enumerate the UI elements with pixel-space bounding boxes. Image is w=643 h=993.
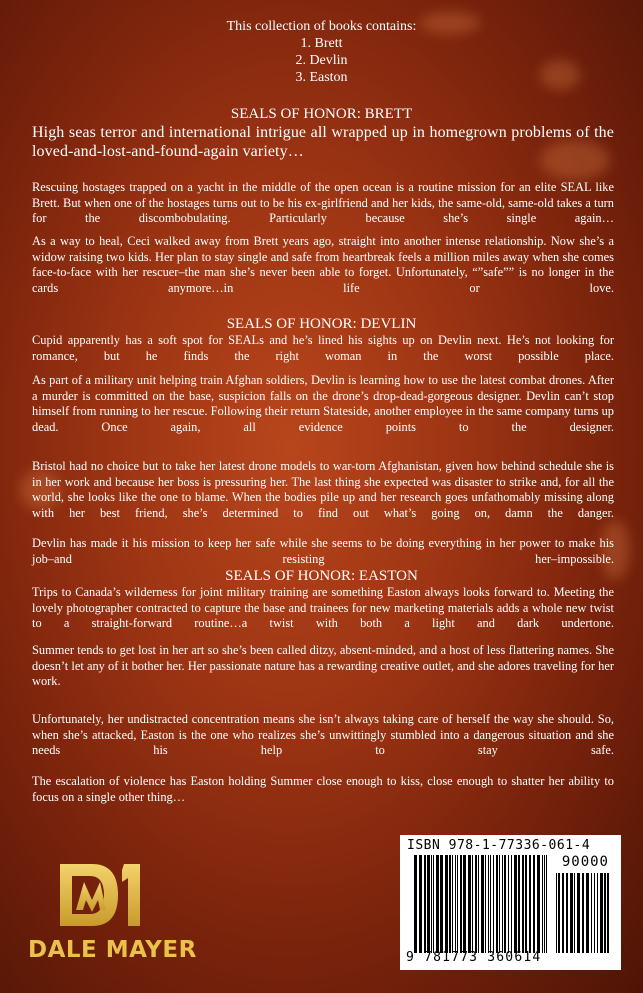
barcode-bar	[460, 855, 462, 953]
barcode-bar	[544, 855, 545, 953]
barcode-bar	[502, 855, 503, 953]
contents-list	[0, 18, 643, 86]
easton-paragraph: Unfortunately, her undistracted concentration means she isn’t always taking care of herself the way she should. So, when she’s attacked, Easton is the one who realizes she’s unwittingly stumbled into a dangerous situation and she needs his help to stay safe.	[32, 712, 614, 758]
barcode-bar	[508, 855, 509, 953]
devlin-paragraph: As part of a military unit helping train Afghan soldiers, Devlin is learning how to use the latest combat drones. After a murder is committed on the base, suspicion falls on the drone’s drop-dead-gorgeous designer. Devlin can’t stop himself from running to her rescue. Following their return Stateside, another employee in the same company turns up dead. Once again, all evidence points to the designer.	[32, 373, 614, 434]
barcode-bar	[574, 873, 575, 953]
barcode-bar	[542, 855, 543, 953]
brett-paragraph: As a way to heal, Ceci walked away from Brett years ago, straight into another intense relationship. Now she’s a widow raising two kids. Her plan to stay single and safe from heartbreak feels a million miles away when she comes face-to-face with her rescuer–the man she’s never been able to forget. Unfortunately, “”safe”” is no longer in the cards anymore…in life or love.	[32, 234, 614, 295]
barcode-bar	[591, 873, 592, 953]
contents-item: 1. Brett	[300, 36, 343, 51]
barcode-bar	[511, 855, 512, 953]
barcode-bar	[485, 855, 486, 953]
contents-item: 3. Easton	[295, 70, 348, 85]
barcode-bar	[558, 873, 560, 953]
barcode-bar	[597, 873, 598, 953]
isbn-barcode	[400, 835, 621, 970]
dm-monogram-logo-icon	[56, 860, 156, 930]
barcode-bar	[607, 873, 609, 953]
barcode-bar	[433, 855, 434, 953]
barcode-bar	[604, 873, 606, 953]
barcode-bar	[514, 855, 517, 953]
brett-tagline: High seas terror and international intrigue all wrapped up in homegrown problems of the loved-and-lost-and-found-again variety…	[32, 124, 614, 160]
barcode-bar	[496, 855, 498, 953]
barcode-bar	[529, 855, 531, 953]
barcode-bar	[577, 873, 580, 953]
isbn-text: ISBN 978-1-77336-061-4	[407, 838, 591, 853]
barcode-bar	[445, 855, 448, 953]
barcode-bar	[562, 873, 564, 953]
barcode-bar	[518, 855, 520, 953]
publisher-name: DALE MAYER	[28, 937, 197, 963]
contents-item: 2. Devlin	[295, 53, 348, 68]
barcode-bar	[457, 855, 458, 953]
barcode-bar	[493, 855, 494, 953]
barcode-bar	[478, 855, 479, 953]
barcode-bar	[436, 855, 439, 953]
barcode-bar	[566, 873, 568, 953]
barcode-bar	[431, 855, 432, 953]
barcode-bar	[481, 855, 484, 953]
barcode-bar	[449, 855, 451, 953]
barcode-bar	[414, 855, 417, 953]
price-code: 90000	[561, 854, 609, 870]
barcode-bar	[522, 855, 524, 953]
barcode-bar	[468, 855, 471, 953]
easton-paragraph: Summer tends to get lost in her art so she’s been called ditzy, absent-minded, and a host of less flattering names. She doesn’t let any of it bother her. Her passionate nature has a rewarding creative outlet, and she adores traveling for her work.	[32, 643, 614, 689]
barcode-bar	[537, 855, 540, 953]
barcode-bar	[488, 855, 489, 953]
devlin-title: SEALS OF HONOR: DEVLIN	[226, 316, 417, 332]
barcode-bar	[440, 855, 443, 953]
devlin-paragraph: Devlin has made it his mission to keep her safe while she seems to be doing everything in her power to make his job–and resisting her–impossible.	[32, 536, 614, 566]
devlin-paragraph: Cupid apparently has a soft spot for SEALs and he’s lined his sights up on Devlin next. He’s not looking for romance, but he finds the right woman in the worst possible place.	[32, 333, 614, 363]
devlin-paragraph: Bristol had no choice but to take her latest drone models to war-torn Afghanistan, given how behind schedule she is in her work and because her boss is pressuring her. The last thing she expected was disaster to strike and, for all the world, she looks like the one to blame. When the bodies pile up and her research goes unfathomably missing along with her best friend, she’s determined to find out what’s going on, damn the danger.	[32, 459, 614, 520]
contents-intro: This collection of books contains:	[226, 19, 417, 34]
barcode-bar	[556, 873, 557, 953]
barcode-bar	[490, 855, 491, 953]
barcode-bar	[424, 855, 426, 953]
barcode-bar	[533, 855, 535, 953]
barcode-bar	[594, 873, 595, 953]
barcode-bar	[499, 855, 500, 953]
barcode-bar	[504, 855, 506, 953]
brett-paragraph: Rescuing hostages trapped on a yacht in the middle of the open ocean is a routine mission for an elite SEAL like Brett. But when one of the hostages turns out to be his ex-girlfriend and her kids, the same-old, same-old takes a turn for the discombobulating. Particularly because she’s single again…	[32, 180, 614, 226]
barcode-bar	[455, 855, 456, 953]
barcode-bar	[600, 873, 603, 953]
barcode-bar	[582, 873, 584, 953]
easton-title: SEALS OF HONOR: EASTON	[225, 568, 418, 584]
easton-paragraph: The escalation of violence has Easton holding Summer close enough to kiss, close enough to shatter her ability to focus on a single other thing…	[32, 774, 614, 804]
addon-barcode-bars	[556, 873, 612, 953]
barcode-bar	[472, 855, 473, 953]
ean-digits: 9 781773 360614	[406, 950, 542, 965]
easton-paragraph: Trips to Canada’s wilderness for joint military training are something Easton always looks forward to. Meeting the lovely photographer contracted to capture the base and trainees for new marketing materials adds a whole new twist to a straight-forward routine…a twist with both a light and dark undertone.	[32, 585, 614, 631]
barcode-bar	[570, 873, 573, 953]
barcode-bar	[546, 855, 547, 953]
barcode-bar	[452, 855, 453, 953]
barcode-bar	[475, 855, 477, 953]
barcode-bar	[525, 855, 527, 953]
barcode-bar	[419, 855, 422, 953]
barcode-bar	[427, 855, 430, 953]
barcode-bar	[463, 855, 466, 953]
barcode-bars	[414, 855, 548, 953]
brett-title: SEALS OF HONOR: BRETT	[230, 106, 413, 122]
barcode-bar	[586, 873, 589, 953]
